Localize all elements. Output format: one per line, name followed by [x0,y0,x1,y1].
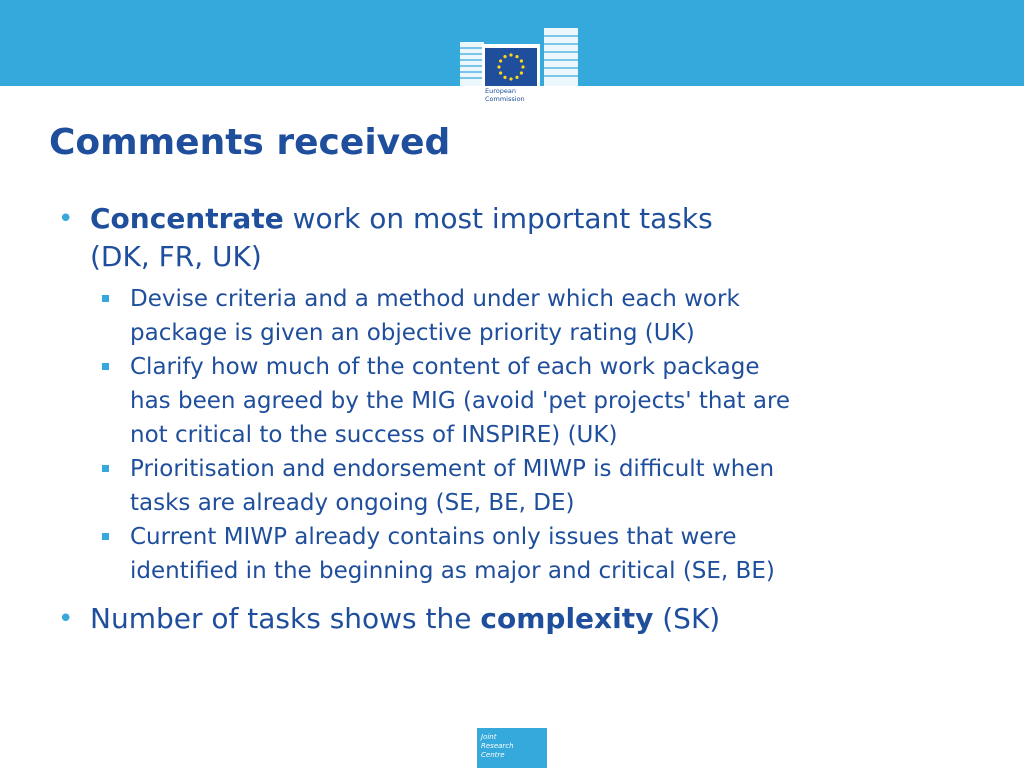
bullet-icon: • [58,604,74,634]
slide-title: Comments received [49,122,451,163]
bullet-text: Number of tasks shows the [90,602,481,635]
square-bullet-icon [102,363,109,370]
bullet-item [58,200,978,276]
sub-bullet-item: Clarify how much of the content of each work package has been agreed by the MIG (avoid 'pet projects' that are not critical to the success of INSPIRE) (UK) [58,350,978,452]
bullet-item [58,600,978,638]
ec-logo-text: European Commission [485,87,525,103]
sub-bullet-item: Devise criteria and a method under which each work package is given an objective priority rating (UK) [58,282,978,350]
bullet-text: work on most important tasks [283,202,713,235]
jrc-logo [477,728,547,768]
bullet-bold-text: complexity [480,602,654,635]
bullet-text-suffix: (SK) [653,602,721,635]
sub-bullet-item: Current MIWP already contains only issues that were identified in the beginning as major and critical (SE, BE) [58,520,978,588]
slide-content [58,200,978,638]
jrc-logo-text: Joint Research Centre [481,733,514,759]
square-bullet-icon [102,465,109,472]
bullet-text-line2: (DK, FR, UK) [90,240,262,273]
bullet-bold-text: Concentrate [90,202,284,235]
sub-bullet-list [58,282,978,588]
square-bullet-icon [102,533,109,540]
square-bullet-icon [102,295,109,302]
bullet-icon: • [58,204,74,234]
sub-bullet-item: Prioritisation and endorsement of MIWP is difficult when tasks are already ongoing (SE, BE, DE) [58,452,978,520]
